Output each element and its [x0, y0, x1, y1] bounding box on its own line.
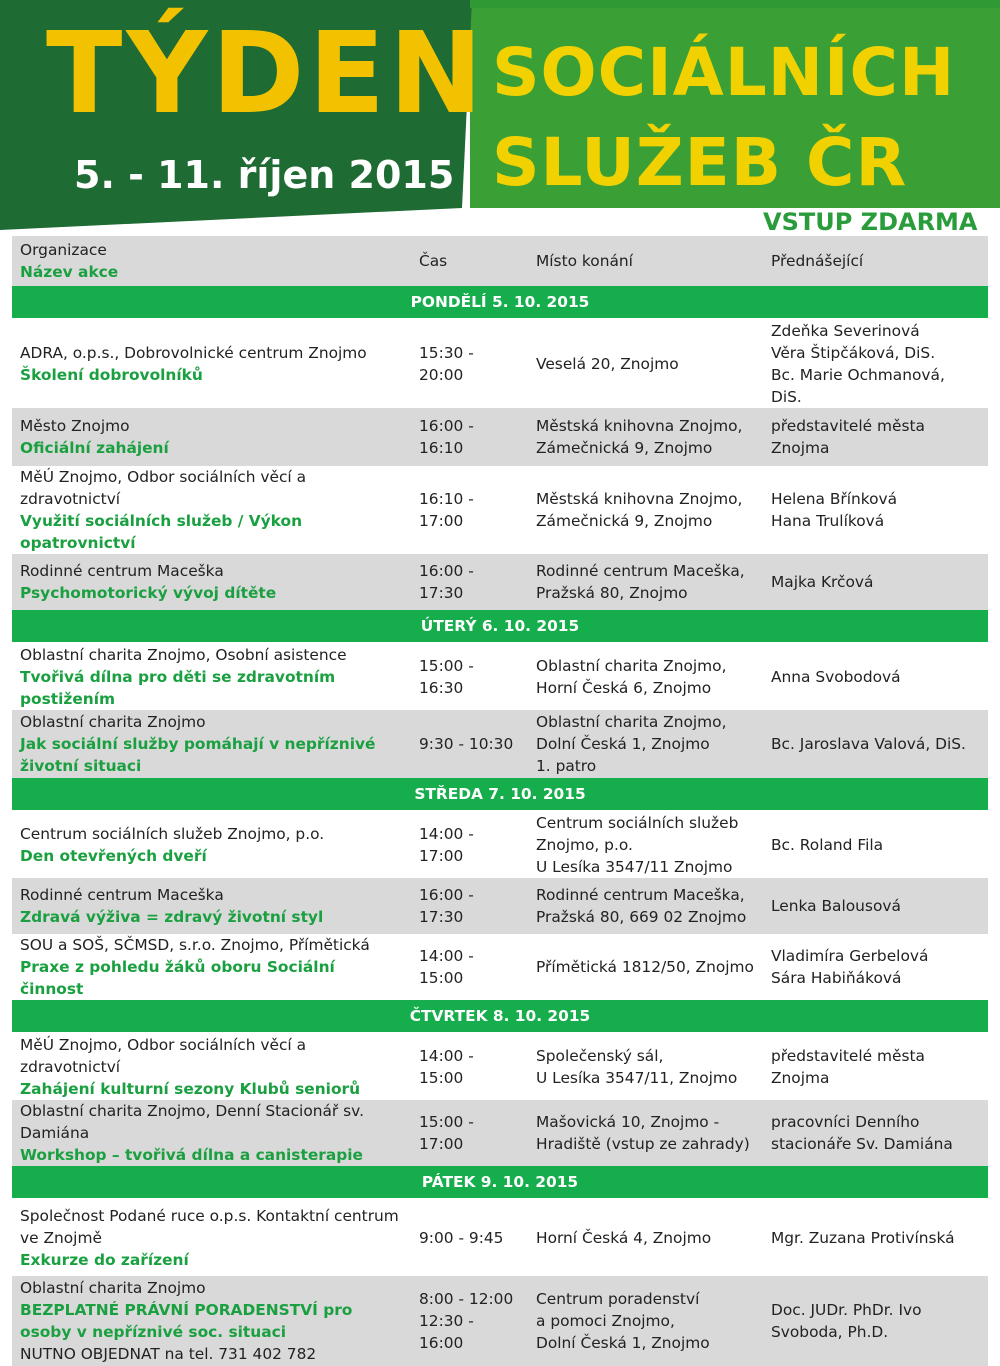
entry-free-label: VSTUP ZDARMA [763, 208, 978, 236]
event-place: Horní Česká 6, Znojmo [536, 679, 712, 697]
table-row [12, 934, 988, 1000]
event-title: Zdravá výživa = zdravý životní styl [20, 908, 324, 926]
header-organizer: Organizace [20, 241, 107, 259]
event-place: Městská knihovna Znojmo, [536, 417, 743, 435]
event-time: 9:30 - 10:30 [419, 735, 514, 753]
event-time: 15:30 - 20:00 [419, 344, 474, 384]
event-place: Dolní Česká 1, Znojmo [536, 735, 710, 753]
event-speaker: Majka Krčová [771, 573, 874, 591]
event-speaker: Lenka Balousová [771, 897, 901, 915]
organizer-cell [12, 466, 411, 554]
event-speaker: Hana Trulíková [771, 512, 885, 530]
organizer-name: Oblastní charita Znojmo [20, 713, 206, 731]
header-time: Čas [411, 236, 528, 286]
event-title: Zahájení kulturní sezony Klubů seniorů [20, 1080, 361, 1098]
event-speaker: Svoboda, Ph.D. [771, 1323, 889, 1341]
header-event-name: Název akce [20, 263, 119, 281]
place-cell [528, 812, 763, 878]
event-speaker: Sára Habiňáková [771, 969, 902, 987]
place-cell [528, 1034, 763, 1100]
day-label: PONDĚLÍ 5. 10. 2015 [12, 286, 988, 318]
organizer-name: SOU a SOŠ, SČMSD, s.r.o. Znojmo, Přímětická [20, 936, 370, 954]
header-speaker: Přednášející [763, 236, 988, 286]
event-speaker: Bc. Marie Ochmanová, DiS. [771, 366, 945, 406]
header-place: Místo konání [528, 236, 763, 286]
place-cell [528, 466, 763, 554]
banner-title-left: TÝDEN [46, 9, 487, 139]
table-row [12, 812, 988, 878]
event-speaker: představitelé města Znojma [771, 417, 925, 457]
table-row [12, 1100, 988, 1166]
organizer-name: Město Znojmo [20, 417, 130, 435]
table-row [12, 1034, 988, 1100]
time-cell [411, 812, 528, 878]
time-cell [411, 878, 528, 934]
day-label: STŘEDA 7. 10. 2015 [12, 778, 988, 810]
organizer-cell [12, 812, 411, 878]
event-speaker: pracovníci Denního [771, 1113, 920, 1131]
day-header [12, 1166, 988, 1198]
table-row [12, 644, 988, 710]
event-time: 14:00 - 15:00 [419, 1047, 474, 1087]
event-time: 14:00 - 15:00 [419, 947, 474, 987]
event-place: U Lesíka 3547/11 Znojmo [536, 858, 733, 876]
organizer-cell [12, 554, 411, 610]
event-speaker: Helena Břínková [771, 490, 898, 508]
event-place: Mašovická 10, Znojmo - [536, 1113, 720, 1131]
event-title: Workshop – tvořivá dílna a canisterapie [20, 1146, 363, 1164]
place-cell [528, 878, 763, 934]
day-label: ÚTERÝ 6. 10. 2015 [12, 610, 988, 642]
banner-title-right-2: SLUŽEB ČR [492, 124, 908, 201]
time-cell [411, 466, 528, 554]
table-row [12, 320, 988, 408]
event-place: U Lesíka 3547/11, Znojmo [536, 1069, 738, 1087]
event-time: 16:10 - 17:00 [419, 490, 474, 530]
event-time: 16:00 - 17:30 [419, 562, 474, 602]
table-row [12, 408, 988, 466]
time-cell [411, 934, 528, 1000]
event-speaker: Mgr. Zuzana Protivínská [771, 1229, 955, 1247]
event-place: 1. patro [536, 757, 597, 775]
event-place: Oblastní charita Znojmo, [536, 657, 727, 675]
organizer-cell [12, 408, 411, 466]
banner [0, 0, 1000, 238]
event-note: NUTNO OBJEDNAT na tel. 731 402 782 [20, 1345, 317, 1363]
event-title: Jak sociální služby pomáhají v nepříznivé životní situaci [20, 735, 376, 775]
event-title: Praxe z pohledu žáků oboru Sociální činnost [20, 958, 335, 998]
organizer-cell [12, 1276, 411, 1366]
time-cell [411, 1100, 528, 1166]
event-place: Pražská 80, Znojmo [536, 584, 688, 602]
event-time: 12:30 - 16:00 [419, 1312, 474, 1352]
event-time: 8:00 - 12:00 [419, 1290, 514, 1308]
event-place: Horní Česká 4, Znojmo [536, 1229, 712, 1247]
speaker-cell [763, 1200, 988, 1276]
event-speaker: Vladimíra Gerbelová [771, 947, 929, 965]
event-title: Školení dobrovolníků [20, 366, 203, 384]
event-speaker: představitelé města Znojma [771, 1047, 925, 1087]
speaker-cell [763, 1034, 988, 1100]
organizer-name: Společnost Podané ruce o.p.s. Kontaktní centrum ve Znojmě [20, 1207, 399, 1247]
speaker-cell [763, 554, 988, 610]
place-cell [528, 934, 763, 1000]
event-place: Společenský sál, [536, 1047, 664, 1065]
place-cell [528, 644, 763, 710]
organizer-name: Rodinné centrum Maceška [20, 886, 224, 904]
organizer-cell [12, 878, 411, 934]
organizer-name: Centrum sociálních služeb Znojmo, p.o. [20, 825, 325, 843]
day-header [12, 1000, 988, 1032]
time-cell [411, 644, 528, 710]
place-cell [528, 408, 763, 466]
speaker-cell [763, 320, 988, 408]
event-speaker: Zdeňka Severinová [771, 322, 920, 340]
table-header [12, 236, 988, 286]
event-speaker: Bc. Jaroslava Valová, DiS. [771, 735, 966, 753]
event-place: Rodinné centrum Maceška, [536, 886, 745, 904]
organizer-cell [12, 644, 411, 710]
event-title: Tvořivá dílna pro děti se zdravotním postižením [20, 668, 336, 708]
event-place: a pomoci Znojmo, [536, 1312, 675, 1330]
program-table [12, 236, 988, 1366]
event-place: Centrum poradenství [536, 1290, 700, 1308]
event-time: 16:00 - 16:10 [419, 417, 474, 457]
event-title: Využití sociálních služeb / Výkon opatrovnictví [20, 512, 303, 552]
event-place: Městská knihovna Znojmo, [536, 490, 743, 508]
event-place: Hradiště (vstup ze zahrady) [536, 1135, 750, 1153]
organizer-cell [12, 320, 411, 408]
event-time: 16:00 - 17:30 [419, 886, 474, 926]
event-time: 15:00 - 17:00 [419, 1113, 474, 1153]
time-cell [411, 710, 528, 778]
table-row [12, 554, 988, 610]
speaker-cell [763, 1276, 988, 1366]
place-cell [528, 1276, 763, 1366]
day-label: PÁTEK 9. 10. 2015 [12, 1166, 988, 1198]
event-place: Znojmo, p.o. [536, 836, 633, 854]
event-place: Zámečnická 9, Znojmo [536, 512, 713, 530]
organizer-name: ADRA, o.p.s., Dobrovolnické centrum Znojmo [20, 344, 367, 362]
place-cell [528, 1100, 763, 1166]
organizer-cell [12, 1034, 411, 1100]
speaker-cell [763, 1100, 988, 1166]
event-place: Dolní Česká 1, Znojmo [536, 1334, 710, 1352]
time-cell [411, 1276, 528, 1366]
event-speaker: Věra Štipčáková, DiS. [771, 344, 936, 362]
table-row [12, 466, 988, 554]
speaker-cell [763, 408, 988, 466]
organizer-name: Oblastní charita Znojmo [20, 1279, 206, 1297]
banner-dates: 5. - 11. říjen 2015 [74, 153, 455, 197]
event-speaker: Bc. Roland Fila [771, 836, 884, 854]
organizer-name: MěÚ Znojmo, Odbor sociálních věcí a zdravotnictví [20, 468, 307, 508]
table-row [12, 710, 988, 778]
event-title: BEZPLATNÉ PRÁVNÍ PORADENSTVÍ pro osoby v nepříznivé soc. situaci [20, 1301, 353, 1341]
organizer-cell [12, 710, 411, 778]
event-speaker: Anna Svobodová [771, 668, 901, 686]
organizer-name: Oblastní charita Znojmo, Denní Stacionář sv. Damiána [20, 1102, 364, 1142]
event-title: Den otevřených dveří [20, 847, 207, 865]
speaker-cell [763, 812, 988, 878]
table-row [12, 878, 988, 934]
time-cell [411, 408, 528, 466]
speaker-cell [763, 878, 988, 934]
event-time: 9:00 - 9:45 [419, 1229, 504, 1247]
organizer-cell [12, 1100, 411, 1166]
time-cell [411, 1200, 528, 1276]
organizer-name: MěÚ Znojmo, Odbor sociálních věcí a zdravotnictví [20, 1036, 307, 1076]
table-row [12, 1276, 988, 1366]
event-time: 15:00 - 16:30 [419, 657, 474, 697]
event-speaker: stacionáře Sv. Damiána [771, 1135, 953, 1153]
place-cell [528, 710, 763, 778]
event-place: Rodinné centrum Maceška, [536, 562, 745, 580]
place-cell [528, 320, 763, 408]
day-header [12, 778, 988, 810]
organizer-name: Oblastní charita Znojmo, Osobní asistence [20, 646, 347, 664]
time-cell [411, 320, 528, 408]
day-label: ČTVRTEK 8. 10. 2015 [12, 1000, 988, 1032]
event-title: Oficiální zahájení [20, 439, 169, 457]
speaker-cell [763, 644, 988, 710]
event-place: Pražská 80, 669 02 Znojmo [536, 908, 747, 926]
organizer-cell [12, 1200, 411, 1276]
event-place: Zámečnická 9, Znojmo [536, 439, 713, 457]
organizer-name: Rodinné centrum Maceška [20, 562, 224, 580]
banner-title-right-1: SOCIÁLNÍCH [492, 34, 956, 111]
event-place: Přímětická 1812/50, Znojmo [536, 958, 754, 976]
time-cell [411, 554, 528, 610]
organizer-cell [12, 934, 411, 1000]
speaker-cell [763, 934, 988, 1000]
event-title: Psychomotorický vývoj dítěte [20, 584, 277, 602]
event-place: Centrum sociálních služeb [536, 814, 739, 832]
event-time: 14:00 - 17:00 [419, 825, 474, 865]
day-header [12, 286, 988, 318]
time-cell [411, 1034, 528, 1100]
event-speaker: Doc. JUDr. PhDr. Ivo [771, 1301, 922, 1319]
event-title: Exkurze do zařízení [20, 1251, 189, 1269]
event-place: Oblastní charita Znojmo, [536, 713, 727, 731]
speaker-cell [763, 466, 988, 554]
table-row [12, 1200, 988, 1276]
place-cell [528, 554, 763, 610]
place-cell [528, 1200, 763, 1276]
header-organizer-cell [12, 236, 411, 286]
day-header [12, 610, 988, 642]
event-place: Veselá 20, Znojmo [536, 355, 679, 373]
speaker-cell [763, 710, 988, 778]
